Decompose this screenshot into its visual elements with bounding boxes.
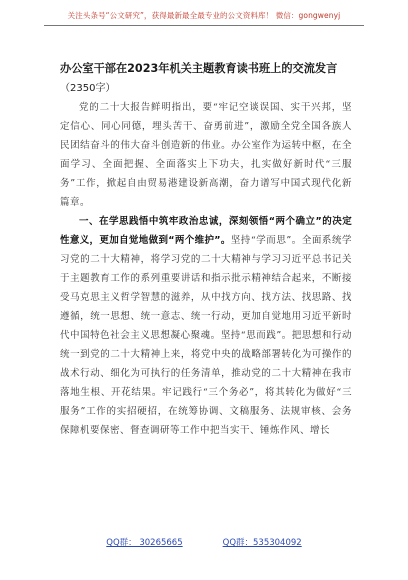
footer-contacts (0, 536, 408, 548)
header-divider (44, 25, 364, 26)
section-1-text: 坚持“学而思”。全面系统学习党的二十大精神，将学习党的二十大精神与学习习近平总书记关于主题教育工作的系列重要讲话和指示批示精神结合起来，不断接受马克思主义哲学智慧的滋养，从中找方向、找方法、找思路、找遵循，统一思想、统一意志、统一行动，更加自觉地用习近平新时代中国特色社会主义思想凝心聚魂。坚持“思而践”。把思想和行动统一到党的二十大精神上来，将党中央的战略部署转化为可操作的战术行动、细化为可执行的任务清单，推动党的二十大精神在我市落地生根、开花结果。牢记践行“三个务必”，将其转化为做好“三服务”工作的实招硬招，在统筹协调、文稿服务、法规审核、会务保障机要保密、督查调研等工作中把当实干、锤炼作风、增长 (60, 235, 353, 436)
header-promo-note: 关注头条号“公文研究”，获得最新最全最专业的公文资料库！ 微信：gongwenyj (67, 11, 341, 20)
paragraph-intro: 党的二十大报告鲜明指出，要“牢记空谈误国、实干兴邦，坚定信心、同心同德，埋头苦干、奋勇前进”，激励全党全国各族人民团结奋斗的伟大奋斗创造新的伟业。办公室作为运转中枢，在全面学习、全面把握、全面落实上下功夫，扎实做好新时代“三服务”工作，掀起自由贸易港建设新高潮，奋力谱写中国式现代化新篇章。 (60, 102, 352, 208)
section-1-heading: 一、在学思践悟中筑牢政治忠诚，深刻领悟“两个确立”的决定性意义，更加自觉地做到“两个维护”。 (60, 216, 352, 246)
document-title: 办公室干部在2023年机关主题教育读书班上的交流发言 (60, 62, 338, 75)
footer-qq-group-2[interactable]: QQ群：535304092 (222, 538, 302, 548)
document-body (60, 98, 352, 440)
word-count: （2350字） (60, 83, 116, 94)
footer-qq-group-1[interactable]: QQ群： 30265665 (106, 538, 183, 548)
paragraph-section-1 (60, 212, 352, 440)
